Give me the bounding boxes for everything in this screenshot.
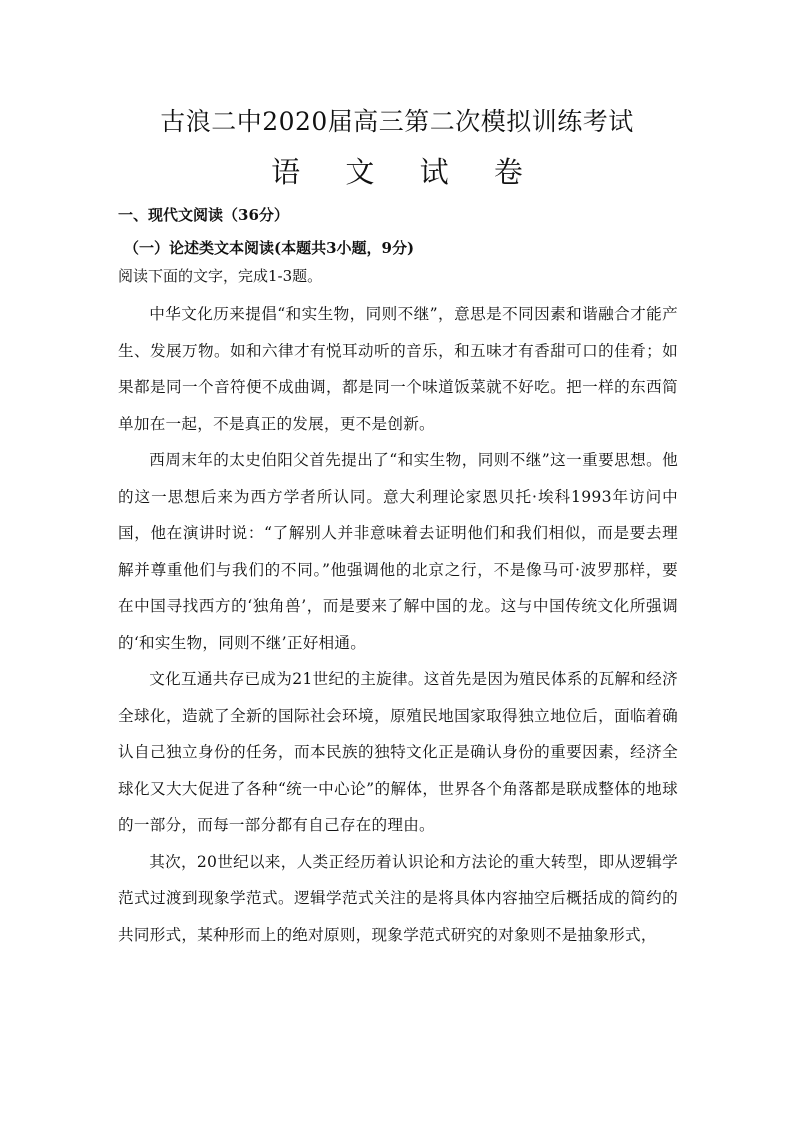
reading-passage	[118, 296, 678, 953]
passage-paragraph-3: 文化互通共存已成为21世纪的主旋律。这首先是因为殖民体系的瓦解和经济全球化，造就了全新的国际社会环境，原殖民地国家取得独立地位后，面临着确认自己独立身份的任务，而本民族的独特文化正是确认身份的重要因素，经济全球化又大大促进了各种“统一中心论”的解体，世界各个角落都是联成整体的地球的一部分，而每一部分都有自己存在的理由。	[118, 670, 678, 834]
passage-paragraph-1: 中华文化历来提倡“和实生物，同则不继”，意思是不同因素和谐融合才能产生、发展万物。如和六律才有悦耳动听的音乐，和五味才有香甜可口的佳肴；如果都是同一个音符便不成曲调，都是同一个味道饭菜就不好吃。把一样的东西简单加在一起，不是真正的发展，更不是创新。	[118, 305, 678, 433]
exam-subtitle: 语 文 试 卷	[271, 155, 541, 189]
passage-paragraph-2: 西周末年的太史伯阳父首先提出了“和实生物，同则不继”这一重要思想。他的这一思想后来为西方学者所认同。意大利理论家恩贝托·埃科1993年访问中国，他在演讲时说：“了解别人并非意味着去证明他们和我们相似，而是要去理解并尊重他们与我们的不同。”他强调他的北京之行，不是像马可·波罗那样，要在中国寻找西方的‘独角兽’，而是要来了解中国的龙。这与中国传统文化所强调的‘和实生物，同则不继’正好相通。	[118, 451, 678, 652]
section-heading: 一、现代文阅读（36分）	[118, 206, 289, 224]
reading-instruction: 阅读下面的文字，完成1-3题。	[118, 267, 323, 285]
subsection-heading: （一）论述类文本阅读(本题共3小题，9分)	[124, 239, 415, 257]
passage-paragraph-4: 其次，20世纪以来，人类正经历着认识论和方法论的重大转型，即从逻辑学范式过渡到现象学范式。逻辑学范式关注的是将具体内容抽空后概括成的简约的共同形式，某种形而上的绝对原则，现象学范式研究的对象则不是抽象形式，	[118, 852, 678, 944]
exam-title: 古浪二中2020届高三第二次模拟训练考试	[160, 107, 634, 136]
